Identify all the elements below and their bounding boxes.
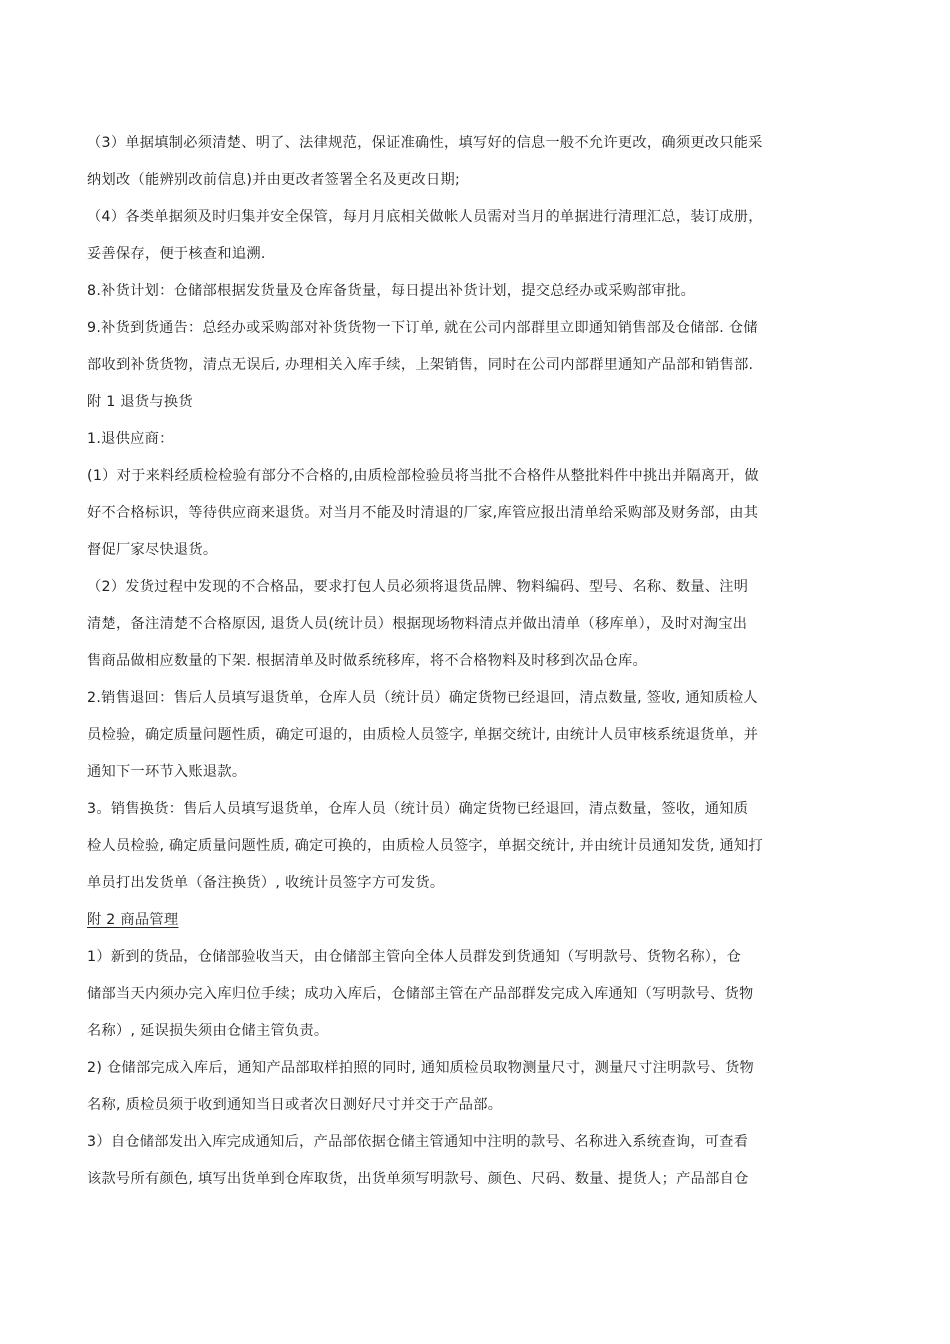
text-line [87,421,878,458]
text-line [87,569,878,606]
text-line-content: 员检验，确定质量问题性质，确定可退的，由质检人员签字, 单据交统计, 由统计人员审核系统退货单，并 [87,727,759,743]
text-line-content: 督促厂家尽快退货。 [87,542,218,558]
text-line-content: 名称）, 延误损失须由仓储主管负责。 [87,1023,329,1039]
text-line [87,236,878,273]
text-line-content: 检人员检验, 确定质量问题性质, 确定可换的，由质检人员签字，单据交统计, 并由统计员通知发货, 通知打 [87,838,763,854]
text-line [87,828,878,865]
text-line [87,162,878,199]
text-line-content: 2) 仓储部完成入库后，通知产品部取样拍照的同时, 通知质检员取物测量尺寸，测量尺寸注明款号、货物 [87,1060,755,1076]
text-line-content: 售商品做相应数量的下架. 根据清单及时做系统移库，将不合格物料及时移到次品仓库。 [87,653,648,669]
text-line [87,717,878,754]
text-line [87,606,878,643]
text-line-content: 名称, 质检员须于收到通知当日或者次日测好尺寸并交于产品部。 [87,1097,503,1113]
text-line-content: (1）对于来料经质检检验有部分不合格的,由质检部检验员将当批不合格件从整批料件中挑出并隔离开，做 [87,468,759,484]
text-line-content: （4）各类单据须及时归集并安全保管，每月月底相关做帐人员需对当月的单据进行清理汇总，装订成册， [87,209,763,225]
text-line [87,1013,878,1050]
text-line [87,125,878,162]
text-line [87,1161,878,1198]
text-line [87,680,878,717]
text-line [87,310,878,347]
text-line-content: 妥善保存，便于核查和追溯. [87,246,266,262]
text-line-content: 1.退供应商： [87,431,174,447]
text-line-content: 该款号所有颜色, 填写出货单到仓库取货，出货单须写明款号、颜色、尺码、数量、提货人；产品部自仓 [87,1171,749,1187]
text-line [87,532,878,569]
text-line [87,199,878,236]
text-line-content: 纳划改（能辨别改前信息)并由更改者签署全名及更改日期; [87,172,461,188]
text-line [87,754,878,791]
text-line-content: 附 1 退货与换货 [87,394,193,410]
text-line-content: 部收到补货货物，清点无误后, 办理相关入库手续，上架销售，同时在公司内部群里通知产品部和销售部. [87,357,754,373]
text-line-content: 9.补货到货通告：总经办或采购部对补货货物一下订单, 就在公司内部群里立即通知销售部及仓储部. 仓储 [87,320,758,336]
text-line [87,1087,878,1124]
text-line-content: 1）新到的货品，仓储部验收当天，由仓储部主管向全体人员群发到货通知（写明款号、货物名称），仓 [87,949,742,965]
text-line [87,347,878,384]
text-line [87,384,878,421]
text-line [87,791,878,828]
text-line [87,1124,878,1161]
text-line-content: （3）单据填制必须清楚、明了、法律规范，保证准确性，填写好的信息一般不允许更改，确须更改只能采 [87,135,763,151]
text-line-content: 清楚，备注清楚不合格原因, 退货人员(统计员）根据现场物料清点并做出清单（移库单），及时对淘宝出 [87,616,748,632]
text-line-content: 储部当天内须办完入库归位手续；成功入库后，仓储部主管在产品部群发完成入库通知（写明款号、货物 [87,986,754,1002]
text-line [87,902,878,939]
text-line-content: 单员打出发货单（备注换货）, 收统计员签字方可发货。 [87,875,445,891]
text-line-content: 2.销售退回：售后人员填写退货单，仓库人员（统计员）确定货物已经退回，清点数量, 签收, 通知质检人 [87,690,758,706]
text-line [87,976,878,1013]
text-line-content: （2）发货过程中发现的不合格品，要求打包人员必须将退货品牌、物料编码、型号、名称、数量、注明 [87,579,749,595]
text-line [87,643,878,680]
text-line-content: 附 2 商品管理 [87,912,179,928]
text-line [87,865,878,902]
text-line [87,1050,878,1087]
text-line-content: 8.补货计划：仓储部根据发货量及仓库备货量，每日提出补货计划，提交总经办或采购部审批。 [87,283,696,299]
text-line [87,273,878,310]
text-line-content: 好不合格标识，等待供应商来退货。对当月不能及时清退的厂家,库管应报出清单给采购部及财务部，由其 [87,505,759,521]
text-line [87,939,878,976]
text-line-content: 3。销售换货：售后人员填写退货单，仓库人员（统计员）确定货物已经退回，清点数量，签收，通知质 [87,801,749,817]
text-line [87,458,878,495]
text-line [87,495,878,532]
text-line-content: 3）自仓储部发出入库完成通知后，产品部依据仓储主管通知中注明的款号、名称进入系统查询，可查看 [87,1134,749,1150]
text-line-content: 通知下一环节入账退款。 [87,764,247,780]
